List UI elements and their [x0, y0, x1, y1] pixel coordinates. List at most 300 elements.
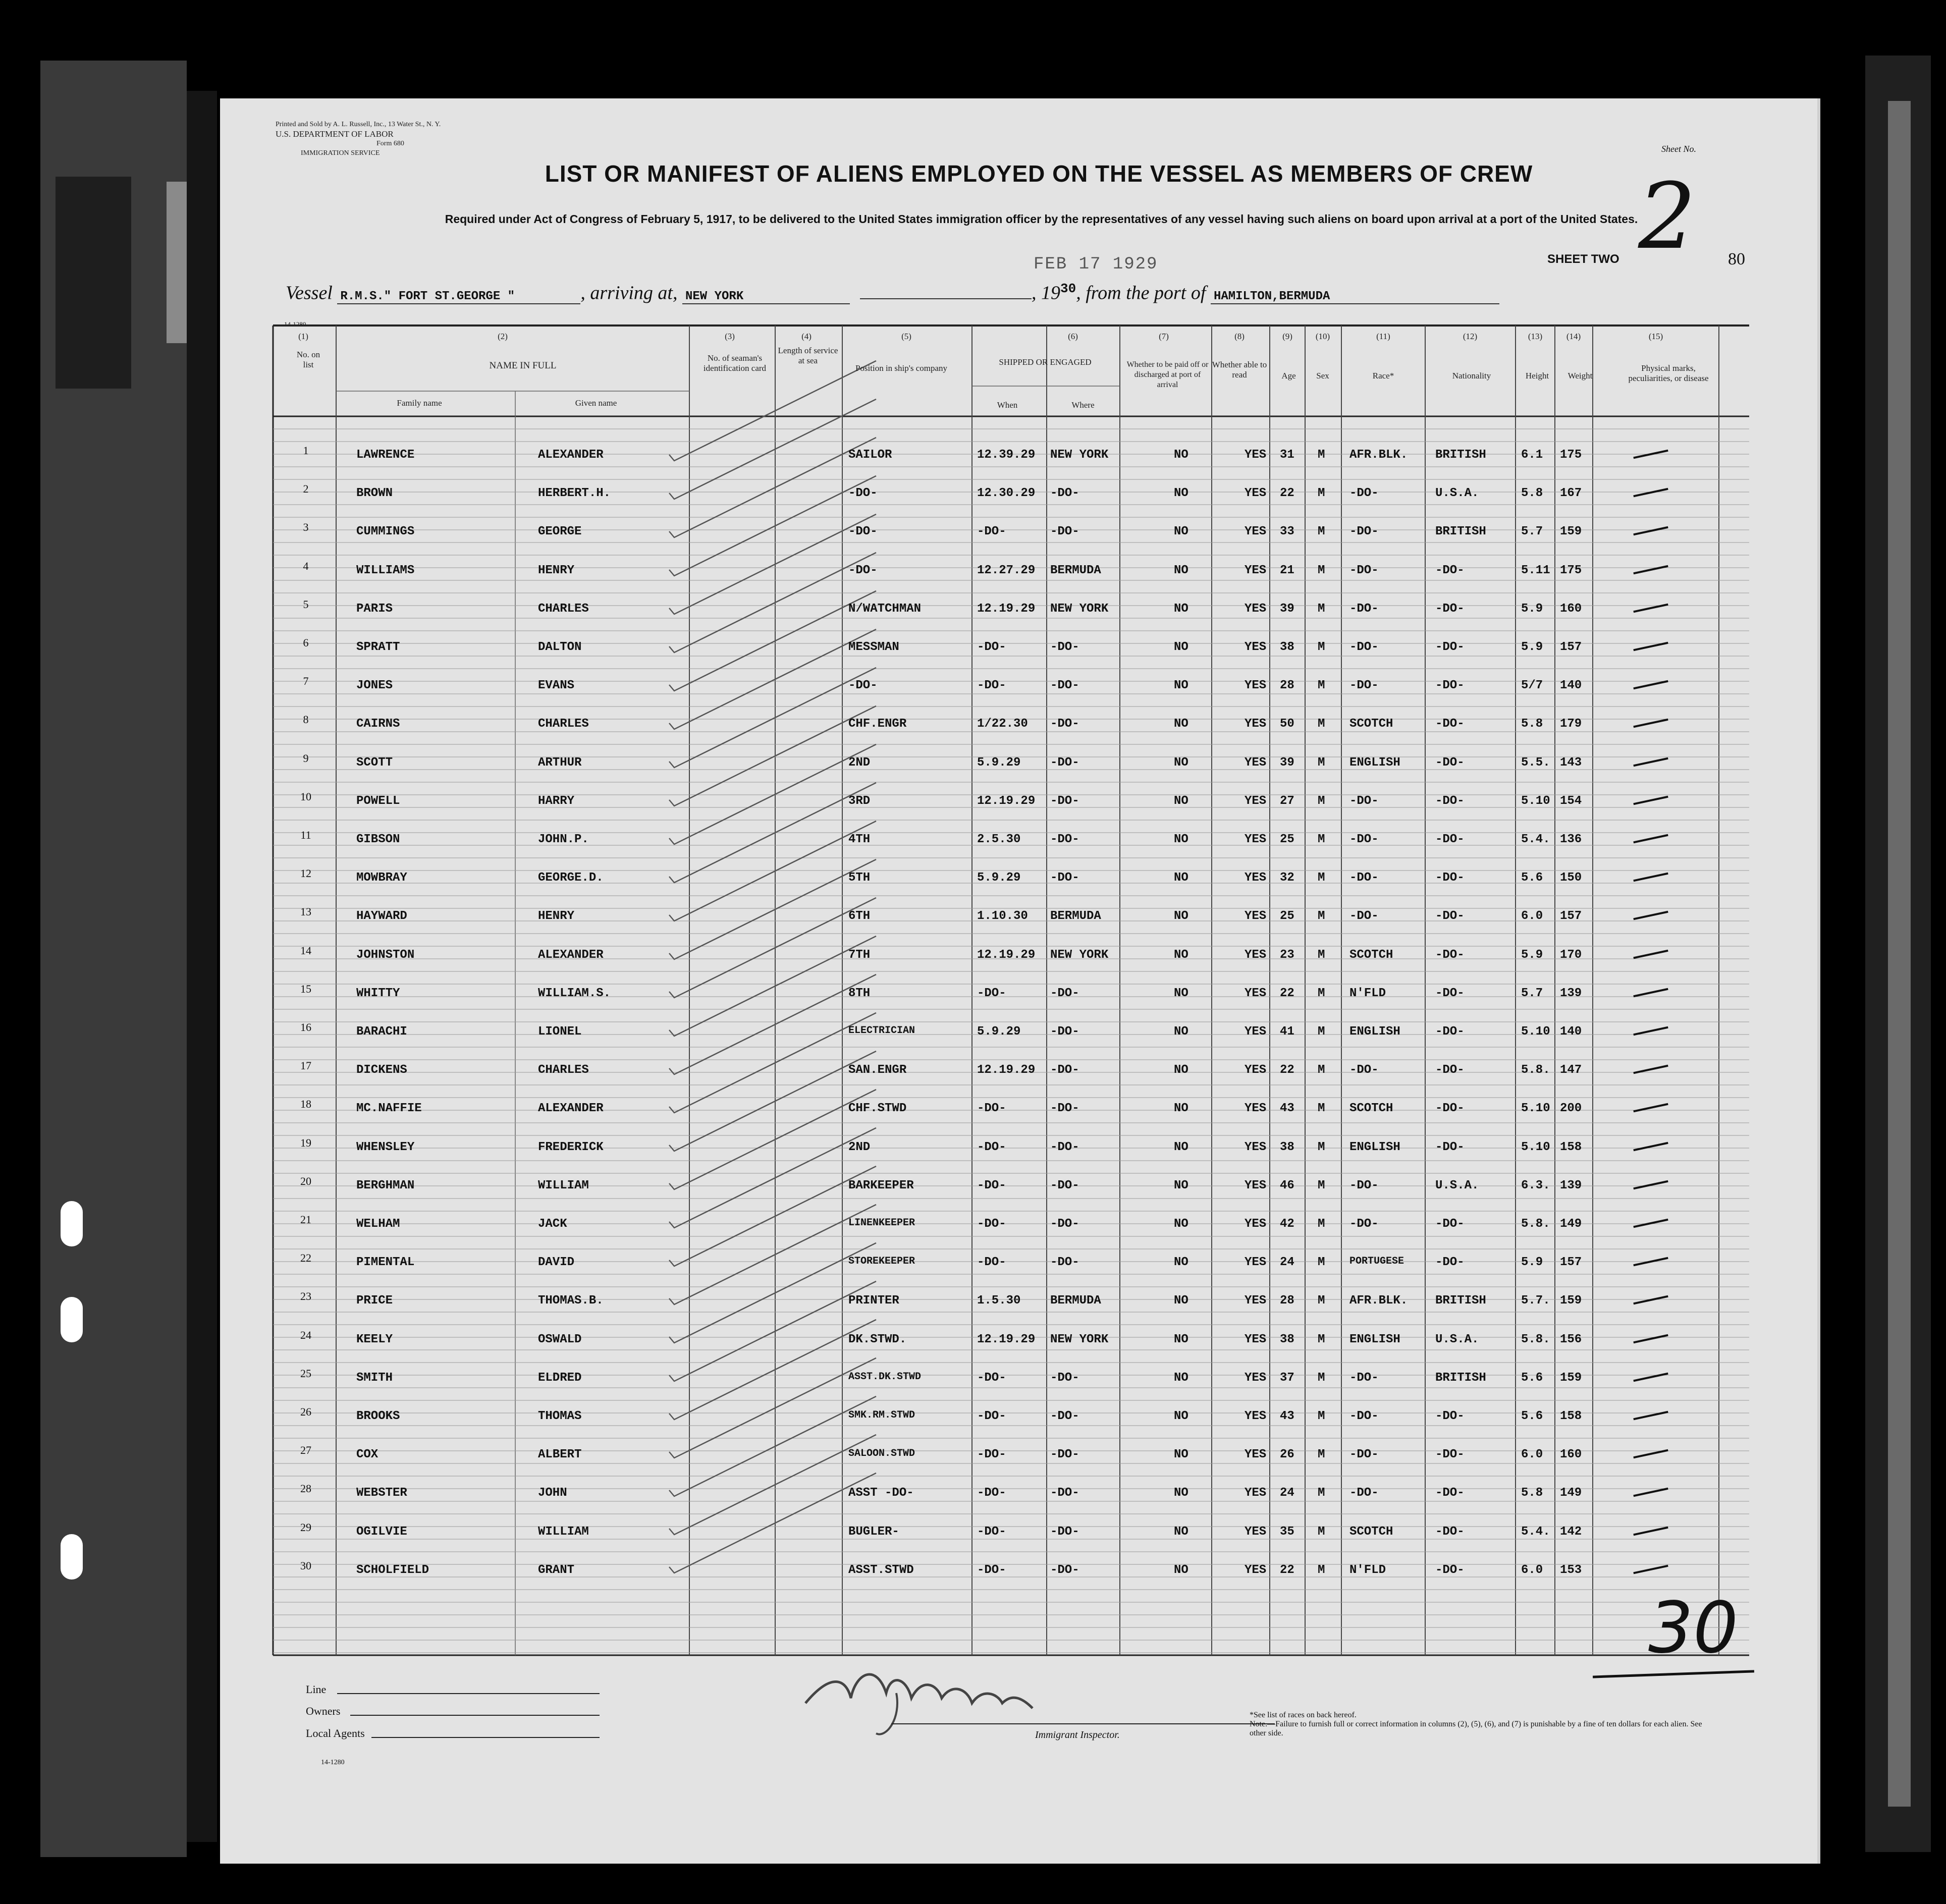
header-seaman-card: No. of seaman's identification card	[703, 353, 767, 373]
given-name-cell: GRANT	[538, 1563, 575, 1577]
row-number: 26	[300, 1405, 311, 1418]
given-name-cell: JOHN.P.	[538, 833, 589, 846]
family-name-cell: GIBSON	[356, 833, 400, 846]
family-name-cell: WHITTY	[356, 986, 400, 1000]
given-name-cell: THOMAS.B.	[538, 1294, 604, 1308]
race-cell: -DO-	[1349, 1409, 1379, 1423]
sex-cell: M	[1318, 448, 1325, 462]
paid-off-cell: NO	[1174, 986, 1188, 1000]
age-cell: 43	[1280, 1102, 1294, 1116]
when-cell: -DO-	[977, 1140, 1006, 1154]
given-name-cell: CHARLES	[538, 717, 589, 731]
sex-cell: M	[1318, 1371, 1325, 1385]
given-name-cell: GEORGE	[538, 525, 582, 539]
check-mark	[669, 936, 876, 1036]
position-cell: -DO-	[848, 525, 878, 539]
race-cell: -DO-	[1349, 525, 1379, 539]
height-cell: 6.3.	[1521, 1178, 1550, 1192]
sex-cell: M	[1318, 1332, 1325, 1346]
position-cell: DK.STWD.	[848, 1332, 907, 1346]
header-weight: Weight	[1567, 371, 1593, 380]
nationality-cell: -DO-	[1435, 1486, 1465, 1500]
sheet-label: SHEET TWO	[1547, 252, 1619, 266]
weight-cell: 142	[1560, 1525, 1582, 1539]
given-name-cell: HENRY	[538, 563, 575, 577]
paid-off-cell: NO	[1174, 871, 1188, 885]
when-cell: 5.9.29	[977, 755, 1021, 770]
read-cell: YES	[1245, 717, 1267, 731]
family-name-cell: BROWN	[356, 486, 393, 501]
where-cell: -DO-	[1050, 986, 1079, 1000]
when-cell: -DO-	[977, 1256, 1006, 1270]
column-number: (14)	[1566, 332, 1581, 341]
where-cell: -DO-	[1050, 1409, 1079, 1423]
paid-off-cell: NO	[1174, 755, 1188, 770]
race-cell: SCOTCH	[1349, 948, 1393, 962]
family-name-cell: MOWBRAY	[356, 871, 407, 885]
read-cell: YES	[1245, 1371, 1267, 1385]
nationality-cell: -DO-	[1435, 833, 1465, 846]
family-name-cell: OGILVIE	[356, 1525, 407, 1539]
paid-off-cell: NO	[1174, 717, 1188, 731]
column-number: (9)	[1282, 332, 1292, 341]
vessel-name: R.M.S." FORT ST.GEORGE "	[337, 290, 580, 304]
page-number: 80	[1728, 250, 1745, 268]
read-cell: YES	[1245, 1332, 1267, 1346]
service: IMMIGRATION SERVICE	[301, 149, 380, 157]
age-cell: 28	[1280, 1294, 1294, 1308]
weight-cell: 157	[1560, 1256, 1582, 1270]
sex-cell: M	[1318, 948, 1325, 962]
where-cell: -DO-	[1050, 1217, 1079, 1231]
read-cell: YES	[1245, 1025, 1267, 1039]
paid-off-cell: NO	[1174, 1563, 1188, 1577]
sex-cell: M	[1318, 1409, 1325, 1423]
when-cell: 1.5.30	[977, 1294, 1021, 1308]
paid-off-cell: NO	[1174, 640, 1188, 654]
race-cell: SCOTCH	[1349, 717, 1393, 731]
age-cell: 23	[1280, 948, 1294, 962]
row-number: 15	[300, 982, 311, 995]
when-cell: 12.19.29	[977, 1063, 1036, 1077]
read-cell: YES	[1245, 1563, 1267, 1577]
weight-cell: 157	[1560, 640, 1582, 654]
row-number: 1	[303, 444, 309, 457]
printer-line: Printed and Sold by A. L. Russell, Inc., 13 Water St., N. Y.	[276, 121, 441, 128]
row-number: 3	[303, 521, 309, 534]
check-mark	[669, 591, 876, 691]
check-mark	[669, 1166, 876, 1266]
weight-cell: 136	[1560, 833, 1582, 846]
weight-cell: 156	[1560, 1332, 1582, 1346]
row-number: 11	[300, 829, 311, 841]
check-mark	[669, 1051, 876, 1151]
weight-cell: 153	[1560, 1563, 1582, 1577]
position-cell: SAILOR	[848, 448, 892, 462]
position-cell: -DO-	[848, 563, 878, 577]
paid-off-cell: NO	[1174, 448, 1188, 462]
age-cell: 41	[1280, 1025, 1294, 1039]
age-cell: 32	[1280, 871, 1294, 885]
nationality-cell: BRITISH	[1435, 525, 1486, 539]
form-number: Form 680	[376, 140, 404, 147]
read-cell: YES	[1245, 1525, 1267, 1539]
nationality-cell: -DO-	[1435, 986, 1465, 1000]
footer-agents-blank	[371, 1737, 600, 1738]
height-cell: 5.4.	[1521, 1525, 1550, 1539]
row-number: 29	[300, 1520, 311, 1534]
age-cell: 24	[1280, 1486, 1294, 1500]
race-cell: -DO-	[1349, 1178, 1379, 1192]
when-cell: 12.19.29	[977, 602, 1036, 616]
age-cell: 22	[1280, 986, 1294, 1000]
race-cell: PORTUGESE	[1349, 1256, 1404, 1268]
age-cell: 28	[1280, 679, 1294, 693]
position-cell: 3RD	[848, 794, 871, 808]
column-number: (12)	[1463, 332, 1478, 341]
sex-cell: M	[1318, 1025, 1325, 1039]
check-mark	[669, 361, 876, 461]
height-cell: 5.8.	[1521, 1332, 1550, 1346]
header-where: Where	[1071, 400, 1095, 410]
race-cell: ENGLISH	[1349, 1025, 1400, 1039]
check-mark	[669, 821, 876, 921]
column-number: (8)	[1234, 332, 1245, 341]
age-cell: 38	[1280, 1140, 1294, 1154]
header-shipped: SHIPPED OR ENGAGED	[999, 357, 1092, 367]
family-name-cell: WEBSTER	[356, 1486, 407, 1500]
given-name-cell: CHARLES	[538, 1063, 589, 1077]
row-number: 18	[300, 1098, 311, 1111]
position-cell: SALOON.STWD	[848, 1448, 915, 1460]
paid-off-cell: NO	[1174, 1332, 1188, 1346]
footer-line-blank	[337, 1693, 600, 1694]
family-name-cell: JONES	[356, 679, 393, 693]
age-cell: 22	[1280, 486, 1294, 501]
sex-cell: M	[1318, 1563, 1325, 1577]
row-number: 12	[300, 867, 311, 880]
height-cell: 5.9	[1521, 640, 1543, 654]
height-cell: 5.6	[1521, 1409, 1543, 1423]
paid-off-cell: NO	[1174, 1525, 1188, 1539]
given-name-cell: GEORGE.D.	[538, 871, 604, 885]
race-cell: -DO-	[1349, 1063, 1379, 1077]
age-cell: 39	[1280, 602, 1294, 616]
row-number: 21	[300, 1213, 311, 1226]
check-mark	[669, 1281, 876, 1381]
row-number: 28	[300, 1482, 311, 1495]
given-name-cell: FREDERICK	[538, 1140, 604, 1154]
sex-cell: M	[1318, 871, 1325, 885]
read-cell: YES	[1245, 871, 1267, 885]
where-cell: -DO-	[1050, 1063, 1079, 1077]
row-number: 4	[303, 559, 309, 572]
row-number: 9	[303, 751, 309, 765]
punch-hole	[61, 1201, 83, 1246]
check-mark	[669, 399, 876, 499]
weight-cell: 149	[1560, 1217, 1582, 1231]
from-label: , from the port of	[1076, 282, 1206, 304]
position-cell: 5TH	[848, 871, 871, 885]
where-cell: NEW YORK	[1050, 448, 1109, 462]
race-cell: -DO-	[1349, 1371, 1379, 1385]
header-when: When	[997, 400, 1018, 410]
height-cell: 5.10	[1521, 794, 1550, 808]
column-number: (5)	[901, 332, 911, 341]
read-cell: YES	[1245, 448, 1267, 462]
given-name-cell: CHARLES	[538, 602, 589, 616]
row-number: 13	[300, 905, 311, 918]
given-name-cell: HARRY	[538, 794, 575, 808]
family-name-cell: PIMENTAL	[356, 1256, 415, 1270]
nationality-cell: -DO-	[1435, 1563, 1465, 1577]
age-cell: 42	[1280, 1217, 1294, 1231]
position-cell: ASST.STWD	[848, 1563, 914, 1577]
weight-cell: 175	[1560, 448, 1582, 462]
nationality-cell: U.S.A.	[1435, 1178, 1479, 1192]
position-cell: 7TH	[848, 948, 871, 962]
header-read: Whether able to read	[1212, 360, 1267, 379]
read-cell: YES	[1245, 1256, 1267, 1270]
nationality-cell: -DO-	[1435, 1448, 1465, 1462]
when-cell: 12.30.29	[977, 486, 1036, 501]
position-cell: MESSMAN	[848, 640, 899, 654]
read-cell: YES	[1245, 1178, 1267, 1192]
footer-line-label: Line	[306, 1683, 327, 1696]
nationality-cell: -DO-	[1435, 755, 1465, 770]
read-cell: YES	[1245, 1448, 1267, 1462]
given-name-cell: DAVID	[538, 1256, 575, 1270]
read-cell: YES	[1245, 640, 1267, 654]
where-cell: BERMUDA	[1050, 909, 1101, 923]
age-cell: 27	[1280, 794, 1294, 808]
header-no-on-list: No. on list	[296, 350, 320, 369]
age-cell: 22	[1280, 1563, 1294, 1577]
family-name-cell: WELHAM	[356, 1217, 400, 1231]
age-cell: 24	[1280, 1256, 1294, 1270]
when-cell: -DO-	[977, 1217, 1006, 1231]
nationality-cell: U.S.A.	[1435, 1332, 1479, 1346]
where-cell: -DO-	[1050, 794, 1079, 808]
where-cell: -DO-	[1050, 833, 1079, 846]
manifest-page	[220, 98, 1820, 1864]
weight-cell: 179	[1560, 717, 1582, 731]
read-cell: YES	[1245, 755, 1267, 770]
sex-cell: M	[1318, 563, 1325, 577]
paid-off-cell: NO	[1174, 1448, 1188, 1462]
weight-cell: 150	[1560, 871, 1582, 885]
age-cell: 43	[1280, 1409, 1294, 1423]
paid-off-cell: NO	[1174, 602, 1188, 616]
race-cell: -DO-	[1349, 486, 1379, 501]
nationality-cell: BRITISH	[1435, 1294, 1486, 1308]
nationality-cell: -DO-	[1435, 1409, 1465, 1423]
read-cell: YES	[1245, 486, 1267, 501]
row-number: 10	[300, 790, 311, 803]
header-given-name: Given name	[575, 398, 617, 408]
read-cell: YES	[1245, 1063, 1267, 1077]
weight-cell: 158	[1560, 1409, 1582, 1423]
read-cell: YES	[1245, 1102, 1267, 1116]
family-name-cell: LAWRENCE	[356, 448, 415, 462]
row-number: 19	[300, 1136, 311, 1149]
weight-cell: 149	[1560, 1486, 1582, 1500]
family-name-cell: DICKENS	[356, 1063, 407, 1077]
position-cell: SMK.RM.STWD	[848, 1409, 915, 1421]
race-cell: AFR.BLK.	[1349, 448, 1408, 462]
weight-cell: 159	[1560, 1294, 1582, 1308]
when-cell: 12.19.29	[977, 948, 1036, 962]
paid-off-cell: NO	[1174, 909, 1188, 923]
where-cell: -DO-	[1050, 1486, 1079, 1500]
sex-cell: M	[1318, 1178, 1325, 1192]
family-name-cell: HAYWARD	[356, 909, 407, 923]
nationality-cell: -DO-	[1435, 717, 1465, 731]
height-cell: 5.10	[1521, 1140, 1550, 1154]
paid-off-cell: NO	[1174, 794, 1188, 808]
nationality-cell: -DO-	[1435, 1063, 1465, 1077]
race-cell: -DO-	[1349, 871, 1379, 885]
nationality-cell: -DO-	[1435, 909, 1465, 923]
nationality-cell: BRITISH	[1435, 448, 1486, 462]
given-name-cell: THOMAS	[538, 1409, 582, 1423]
binding-shadow	[187, 91, 217, 1842]
where-cell: -DO-	[1050, 486, 1079, 501]
where-cell: -DO-	[1050, 1563, 1079, 1577]
read-cell: YES	[1245, 1140, 1267, 1154]
height-cell: 5.8	[1521, 717, 1543, 731]
check-mark	[669, 1396, 876, 1496]
check-mark	[669, 974, 876, 1074]
title-text: LIST OR MANIFEST OF ALIENS EMPLOYED ON THE VESSEL AS MEMBERS OF CREW	[545, 160, 1533, 187]
where-cell: NEW YORK	[1050, 602, 1109, 616]
paid-off-cell: NO	[1174, 1486, 1188, 1500]
handwritten-total: 30	[1648, 1587, 1739, 1669]
when-cell: 12.19.29	[977, 794, 1036, 808]
height-cell: 5.7	[1521, 525, 1543, 539]
punch-hole	[61, 1534, 83, 1580]
weight-cell: 170	[1560, 948, 1582, 962]
height-cell: 5.6	[1521, 1371, 1543, 1385]
row-number: 16	[300, 1021, 311, 1033]
position-cell: -DO-	[848, 679, 878, 693]
age-cell: 35	[1280, 1525, 1294, 1539]
height-cell: 5.5.	[1521, 755, 1550, 770]
height-cell: 5.7.	[1521, 1294, 1550, 1308]
race-cell: ENGLISH	[1349, 755, 1400, 770]
row-number: 17	[300, 1059, 311, 1072]
read-cell: YES	[1245, 833, 1267, 846]
weight-cell: 167	[1560, 486, 1582, 501]
header-paid-off: Whether to be paid off or discharged at port of arrival	[1126, 360, 1209, 389]
age-cell: 39	[1280, 755, 1294, 770]
height-cell: 5/7	[1521, 679, 1543, 693]
sex-cell: M	[1318, 1294, 1325, 1308]
paid-off-cell: NO	[1174, 1178, 1188, 1192]
family-name-cell: SPRATT	[356, 640, 400, 654]
height-cell: 5.7	[1521, 986, 1543, 1000]
race-cell: -DO-	[1349, 640, 1379, 654]
sex-cell: M	[1318, 1256, 1325, 1270]
column-number: (1)	[298, 332, 308, 341]
family-name-cell: SCHOLFIELD	[356, 1563, 429, 1577]
header-family-name: Family name	[397, 398, 442, 408]
nationality-cell: -DO-	[1435, 1525, 1465, 1539]
weight-cell: 140	[1560, 679, 1582, 693]
paid-off-cell: NO	[1174, 833, 1188, 846]
when-cell: 2.5.30	[977, 833, 1021, 846]
read-cell: YES	[1245, 1486, 1267, 1500]
when-cell: -DO-	[977, 525, 1006, 539]
read-cell: YES	[1245, 986, 1267, 1000]
row-number: 22	[300, 1252, 311, 1265]
row-number: 24	[300, 1328, 311, 1341]
when-cell: -DO-	[977, 1178, 1006, 1192]
column-number: (15)	[1648, 332, 1663, 341]
row-number: 2	[303, 482, 309, 496]
column-number: (10)	[1315, 332, 1330, 341]
check-mark	[669, 1473, 876, 1573]
read-cell: YES	[1245, 1409, 1267, 1423]
header-physical-marks: Physical marks, peculiarities, or disease	[1628, 363, 1709, 383]
position-cell: 4TH	[848, 833, 871, 846]
row-number: 7	[303, 675, 309, 688]
sex-cell: M	[1318, 602, 1325, 616]
header-height: Height	[1525, 371, 1549, 380]
where-cell: -DO-	[1050, 717, 1079, 731]
footer-inspector-blank	[891, 1723, 1275, 1724]
weight-cell: 158	[1560, 1140, 1582, 1154]
height-cell: 6.0	[1521, 1448, 1543, 1462]
column-number: (11)	[1376, 332, 1390, 341]
when-cell: 1/22.30	[977, 717, 1028, 731]
footer-owners-blank	[350, 1715, 600, 1716]
family-name-cell: KEELY	[356, 1332, 393, 1346]
row-number: 6	[303, 636, 309, 649]
race-note: *See list of races on back hereof.	[1250, 1711, 1357, 1719]
where-cell: BERMUDA	[1050, 563, 1101, 577]
position-cell: 8TH	[848, 986, 871, 1000]
age-cell: 21	[1280, 563, 1294, 577]
row-number: 20	[300, 1174, 311, 1187]
header-name-in-full: NAME IN FULL	[489, 360, 557, 371]
position-cell: CHF.ENGR	[848, 717, 907, 731]
check-mark	[669, 1128, 876, 1228]
nationality-cell: U.S.A.	[1435, 486, 1479, 501]
family-name-cell: PRICE	[356, 1294, 393, 1308]
weight-cell: 139	[1560, 1178, 1582, 1192]
read-cell: YES	[1245, 679, 1267, 693]
check-mark	[669, 1090, 876, 1189]
nationality-cell: -DO-	[1435, 679, 1465, 693]
family-name-cell: COX	[356, 1448, 379, 1462]
paid-off-cell: NO	[1174, 1371, 1188, 1385]
nationality-cell: -DO-	[1435, 640, 1465, 654]
sex-cell: M	[1318, 794, 1325, 808]
race-cell: -DO-	[1349, 679, 1379, 693]
given-name-cell: DALTON	[538, 640, 582, 654]
race-cell: SCOTCH	[1349, 1102, 1393, 1116]
read-cell: YES	[1245, 1294, 1267, 1308]
sex-cell: M	[1318, 755, 1325, 770]
read-cell: YES	[1245, 948, 1267, 962]
column-number: (2)	[498, 332, 508, 341]
sex-cell: M	[1318, 486, 1325, 501]
sex-cell: M	[1318, 1140, 1325, 1154]
age-cell: 33	[1280, 525, 1294, 539]
where-cell: -DO-	[1050, 525, 1079, 539]
nationality-cell: -DO-	[1435, 794, 1465, 808]
